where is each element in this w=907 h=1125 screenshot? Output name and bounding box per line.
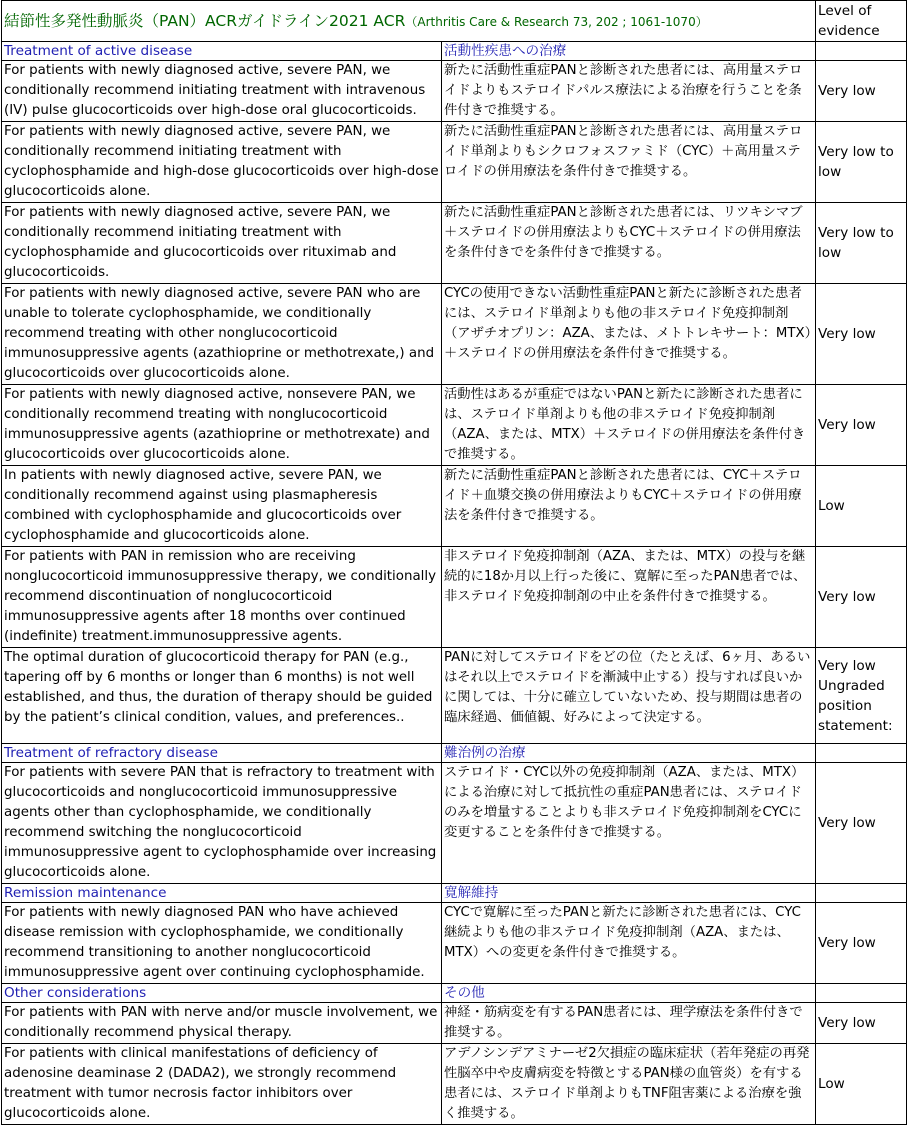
level-of-evidence: Very low xyxy=(816,385,907,466)
section-title-en: Other considerations xyxy=(2,984,442,1003)
recommendation-en: For patients with clinical manifestations of deficiency of adenosine deaminase 2 (DADA2), we strongly recommend treatment with tumor necrosis factor inhibitors over glucocorticoids alone. xyxy=(2,1044,442,1125)
recommendation-jp: 非ステロイド免疫抑制剤（AZA、または、MTX）の投与を継続的に18か月以上行った後に、寛解に至ったPAN患者では、非ステロイド免疫抑制剤の中止を条件付きで推奨する。 xyxy=(442,547,816,648)
title-text: 結節性多発性動脈炎（PAN）ACRガイドライン2021 ACR xyxy=(4,11,406,30)
recommendation-row xyxy=(2,648,907,744)
recommendation-row xyxy=(2,903,907,984)
recommendation-row xyxy=(2,385,907,466)
section-row-treatment-of-refractory-disease xyxy=(2,744,907,763)
recommendation-en: For patients with newly diagnosed active, severe PAN, we conditionally recommend initiating treatment with cyclophosphamide and high-dose glucocorticoids over high-dose glucocorticoids alone. xyxy=(2,122,442,203)
recommendation-jp: 新たに活動性重症PANと診断された患者には、高用量ステロイド単剤よりもシクロフォスファミド（CYC）＋高用量ステロイドの併用療法を条件付きで推奨する。 xyxy=(442,122,816,203)
recommendation-en: For patients with newly diagnosed active, nonsevere PAN, we conditionally recommend treating with nonglucocorticoid immunosuppressive agents (azathioprine or methotrexate) and glucocorticoids over glucocorticoids alone. xyxy=(2,385,442,466)
level-of-evidence: Very low xyxy=(816,61,907,122)
section-level-cell xyxy=(816,884,907,903)
header-row xyxy=(2,1,907,42)
recommendation-en: For patients with severe PAN that is refractory to treatment with glucocorticoids and nonglucocorticoid immunosuppressive agents other than cyclophosphamide, we conditionally recommend switching the nonglucocorticoid immunosuppressive agent to cyclophosphamide over increasing glucocorticoids alone. xyxy=(2,763,442,884)
recommendation-jp: 新たに活動性重症PANと診断された患者には、高用量ステロイドよりもステロイドパルス療法による治療を行うことを条件付きで推奨する。 xyxy=(442,61,816,122)
recommendation-en: For patients with newly diagnosed PAN who have achieved disease remission with cyclophosphamide, we conditionally recommend transitioning to another nonglucocorticoid immunosuppressive agent over continuing cyclophosphamide. xyxy=(2,903,442,984)
section-level-cell xyxy=(816,984,907,1003)
recommendation-row xyxy=(2,284,907,385)
recommendation-row xyxy=(2,466,907,547)
section-row-remission-maintenance xyxy=(2,884,907,903)
recommendation-row xyxy=(2,203,907,284)
level-of-evidence: Very low xyxy=(816,284,907,385)
recommendation-en: For patients with PAN with nerve and/or muscle involvement, we conditionally recommend physical therapy. xyxy=(2,1003,442,1044)
level-of-evidence: Very low Ungraded position statement: xyxy=(816,648,907,744)
recommendation-en: For patients with newly diagnosed active, severe PAN, we conditionally recommend initiating treatment with intravenous (IV) pulse glucocorticoids over high-dose oral glucocorticoids. xyxy=(2,61,442,122)
level-of-evidence: Very low to low xyxy=(816,203,907,284)
recommendation-jp: CYCで寛解に至ったPANと新たに診断された患者には、CYC継続よりも他の非ステロイド免疫抑制剤（AZA、または、MTX）への変更を条件付きで推奨する。 xyxy=(442,903,816,984)
recommendation-jp: ステロイド・CYC以外の免疫抑制剤（AZA、または、MTX）による治療に対して抵抗性の重症PAN患者には、ステロイドのみを増量することよりも非ステロイド免疫抑制剤をCYCに変更することを条件付きで推奨する。 xyxy=(442,763,816,884)
section-title-en: Remission maintenance xyxy=(2,884,442,903)
recommendation-row xyxy=(2,1003,907,1044)
recommendation-jp: アデノシンデアミナーゼ2欠損症の臨床症状（若年発症の再発性脳卒中や皮膚病変を特徴とするPAN様の血管炎）を有する患者には、ステロイド単剤よりもTNF阻害薬による治療を強く推奨する。 xyxy=(442,1044,816,1125)
recommendation-en: For patients with PAN in remission who are receiving nonglucocorticoid immunosuppressive therapy, we conditionally recommend discontinuation of nonglucocorticoid immunosuppressive agents after 18 months over continued (indefinite) treatment.immunosuppressive agents. xyxy=(2,547,442,648)
section-level-cell xyxy=(816,42,907,61)
citation-text: （Arthritis Care & Research 73, 202 ; 1061-1070） xyxy=(405,14,708,29)
recommendation-jp: CYCの使用できない活動性重症PANと新たに診断された患者には、ステロイド単剤よりも他の非ステロイド免疫抑制剤（アザチオプリン：AZA、または、メトトレキサート：MTX）＋ステロイドの併用療法を条件付きで推奨する。 xyxy=(442,284,816,385)
section-title-jp: 活動性疾患への治療 xyxy=(442,42,816,61)
section-title-jp: 難治例の治療 xyxy=(442,744,816,763)
recommendation-jp: PANに対してステロイドをどの位（たとえば、6ヶ月、あるいはそれ以上でステロイドを漸減中止する）投与すれば良いかに関しては、十分に確立していないため、投与期間は患者の臨床経過、価値観、好みによって決定する。 xyxy=(442,648,816,744)
recommendation-en: The optimal duration of glucocorticoid therapy for PAN (e.g., tapering off by 6 months or longer than 6 months) is not well established, and thus, the duration of therapy should be guided by the patient’s clinical condition, values, and preferences.. xyxy=(2,648,442,744)
level-of-evidence: Low xyxy=(816,466,907,547)
section-title-jp: その他 xyxy=(442,984,816,1003)
guideline-table xyxy=(1,0,907,1125)
level-of-evidence: Very low xyxy=(816,1003,907,1044)
recommendation-en: For patients with newly diagnosed active, severe PAN who are unable to tolerate cyclophosphamide, we conditionally recommend treating with other nonglucocorticoid immunosuppressive agents (azathioprine or methotrexate,) and glucocorticoids over glucocorticoids alone. xyxy=(2,284,442,385)
section-row-other-considerations xyxy=(2,984,907,1003)
recommendation-en: For patients with newly diagnosed active, severe PAN, we conditionally recommend initiating treatment with cyclophosphamide and glucocorticoids over rituximab and glucocorticoids. xyxy=(2,203,442,284)
recommendation-jp: 神経・筋病変を有するPAN患者には、理学療法を条件付きで推奨する。 xyxy=(442,1003,816,1044)
guideline-title xyxy=(2,1,816,42)
recommendation-jp: 新たに活動性重症PANと診断された患者には、リツキシマブ＋ステロイドの併用療法よりもCYC＋ステロイドの併用療法を条件付きでを条件付きで推奨する。 xyxy=(442,203,816,284)
recommendation-jp: 活動性はあるが重症ではないPANと新たに診断された患者には、ステロイド単剤よりも他の非ステロイド免疫抑制剤（AZA、または、MTX）＋ステロイドの併用療法を条件付きで推奨する。 xyxy=(442,385,816,466)
recommendation-en: In patients with newly diagnosed active, severe PAN, we conditionally recommend against using plasmapheresis combined with cyclophosphamide and glucocorticoids over cyclophosphamide and glucocorticoids alone. xyxy=(2,466,442,547)
section-title-en: Treatment of active disease xyxy=(2,42,442,61)
section-level-cell xyxy=(816,744,907,763)
recommendation-row xyxy=(2,1044,907,1125)
level-of-evidence: Very low xyxy=(816,903,907,984)
level-of-evidence: Low xyxy=(816,1044,907,1125)
recommendation-row xyxy=(2,122,907,203)
level-of-evidence: Very low xyxy=(816,763,907,884)
recommendation-jp: 新たに活動性重症PANと診断された患者には、CYC＋ステロイド＋血漿交換の併用療法よりもCYC＋ステロイドの併用療法を条件付きで推奨する。 xyxy=(442,466,816,547)
level-of-evidence: Very low xyxy=(816,547,907,648)
level-of-evidence-header: Level of evidence xyxy=(816,1,907,42)
section-title-en: Treatment of refractory disease xyxy=(2,744,442,763)
section-title-jp: 寛解維持 xyxy=(442,884,816,903)
recommendation-row xyxy=(2,547,907,648)
recommendation-row xyxy=(2,61,907,122)
section-row-treatment-of-active-disease xyxy=(2,42,907,61)
recommendation-row xyxy=(2,763,907,884)
level-of-evidence: Very low to low xyxy=(816,122,907,203)
